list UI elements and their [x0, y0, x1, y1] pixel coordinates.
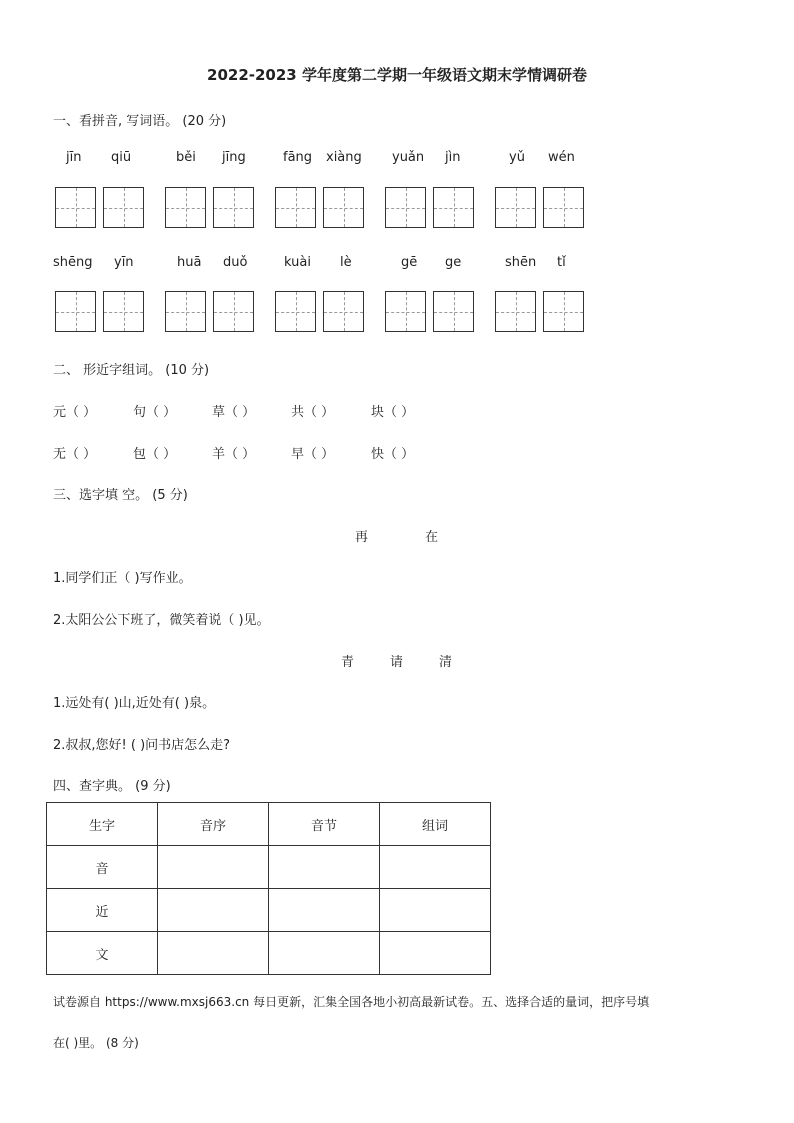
pinyin-syllable: gē: [401, 255, 418, 270]
tianzige-box[interactable]: [385, 291, 426, 332]
footer-source-line: 试卷源自 https://www.mxsj663.cn 每日更新，汇集全国各地小初高最新试卷。五、选择合适的量词，把序号填: [53, 995, 650, 1009]
pinyin-syllable: lè: [340, 255, 352, 270]
answer-cell[interactable]: [158, 846, 269, 889]
char-blank-item[interactable]: 包（ ）: [133, 447, 177, 462]
char-blank-item[interactable]: 块（ ）: [371, 405, 415, 420]
option-zai-again: 再: [355, 530, 369, 545]
table-row: [47, 932, 491, 975]
answer-cell[interactable]: [158, 932, 269, 975]
answer-cell[interactable]: [380, 846, 491, 889]
tianzige-box[interactable]: [213, 187, 254, 228]
header-cell: 音节: [269, 803, 380, 846]
tianzige-box[interactable]: [103, 187, 144, 228]
tianzige-box[interactable]: [433, 187, 474, 228]
pinyin-syllable: tǐ: [557, 255, 566, 270]
pinyin-syllable: shēng: [53, 255, 93, 270]
char-blank-item[interactable]: 共（ ）: [291, 405, 335, 420]
pinyin-syllable: yīn: [114, 255, 134, 270]
char-blank-item[interactable]: 无（ ）: [53, 447, 97, 462]
pinyin-syllable: huā: [177, 255, 202, 270]
pinyin-syllable: jīn: [66, 150, 82, 165]
tianzige-box[interactable]: [275, 291, 316, 332]
pinyin-syllable: fāng: [283, 150, 313, 165]
tianzige-box[interactable]: [55, 187, 96, 228]
question-3-3: 1.远处有( )山,近处有( )泉。: [53, 696, 216, 711]
pinyin-syllable: shēn: [505, 255, 537, 270]
tianzige-box[interactable]: [323, 291, 364, 332]
pinyin-syllable: yǔ: [509, 150, 525, 165]
char-blank-item[interactable]: 早（ ）: [291, 447, 335, 462]
question-3-4: 2.叔叔,您好! ( )问书店怎么走?: [53, 738, 231, 753]
pinyin-syllable: qiū: [111, 150, 132, 165]
pinyin-syllable: yuǎn: [392, 150, 425, 165]
section-4-heading: 四、查字典。 (9 分): [53, 779, 171, 794]
pinyin-syllable: ge: [445, 255, 462, 270]
question-3-2: 2.太阳公公下班了，微笑着说（ )见。: [53, 613, 270, 628]
tianzige-box[interactable]: [165, 187, 206, 228]
section-1-heading: 一、看拼音, 写词语。 (20 分): [53, 114, 227, 129]
option-zai-at: 在: [425, 530, 439, 545]
option-qing-clear: 清: [439, 655, 453, 670]
char-blank-item[interactable]: 快（ ）: [371, 447, 415, 462]
tianzige-box[interactable]: [275, 187, 316, 228]
char-cell: 文: [47, 932, 158, 975]
tianzige-box[interactable]: [55, 291, 96, 332]
tianzige-box[interactable]: [385, 187, 426, 228]
table-row: [47, 846, 491, 889]
tianzige-box[interactable]: [495, 291, 536, 332]
header-cell: 生字: [47, 803, 158, 846]
footer-section-5-line: 在( )里。 (8 分): [53, 1036, 139, 1050]
tianzige-box[interactable]: [495, 187, 536, 228]
tianzige-box[interactable]: [543, 187, 584, 228]
char-blank-item[interactable]: 羊（ ）: [212, 447, 256, 462]
table-header-row: [47, 803, 491, 846]
section-3-heading: 三、选字填 空。 (5 分): [53, 488, 188, 503]
tianzige-box[interactable]: [323, 187, 364, 228]
char-cell: 音: [47, 846, 158, 889]
option-qing-please: 请: [390, 655, 404, 670]
dictionary-table: [46, 802, 491, 975]
question-3-1: 1.同学们正（ )写作业。: [53, 571, 192, 586]
tianzige-box[interactable]: [165, 291, 206, 332]
pinyin-syllable: jìn: [445, 150, 461, 165]
char-blank-item[interactable]: 元（ ）: [53, 405, 97, 420]
pinyin-syllable: běi: [176, 150, 196, 165]
pinyin-syllable: xiàng: [326, 150, 362, 165]
char-blank-item[interactable]: 草（ ）: [212, 405, 256, 420]
char-blank-item[interactable]: 句（ ）: [133, 405, 177, 420]
pinyin-syllable: wén: [548, 150, 575, 165]
pinyin-syllable: jīng: [222, 150, 246, 165]
tianzige-box[interactable]: [103, 291, 144, 332]
pinyin-syllable: kuài: [284, 255, 311, 270]
section-2-heading: 二、 形近字组词。 (10 分): [53, 363, 210, 378]
tianzige-box[interactable]: [433, 291, 474, 332]
answer-cell[interactable]: [269, 932, 380, 975]
tianzige-box[interactable]: [213, 291, 254, 332]
char-cell: 近: [47, 889, 158, 932]
tianzige-box[interactable]: [543, 291, 584, 332]
answer-cell[interactable]: [269, 889, 380, 932]
pinyin-syllable: duǒ: [223, 255, 248, 270]
answer-cell[interactable]: [269, 846, 380, 889]
page-title: 2022-2023 学年度第二学期一年级语文期末学情调研卷: [207, 66, 587, 84]
answer-cell[interactable]: [380, 889, 491, 932]
answer-cell[interactable]: [380, 932, 491, 975]
header-cell: 音序: [158, 803, 269, 846]
header-cell: 组词: [380, 803, 491, 846]
table-row: [47, 889, 491, 932]
answer-cell[interactable]: [158, 889, 269, 932]
option-qing-green: 青: [341, 655, 355, 670]
